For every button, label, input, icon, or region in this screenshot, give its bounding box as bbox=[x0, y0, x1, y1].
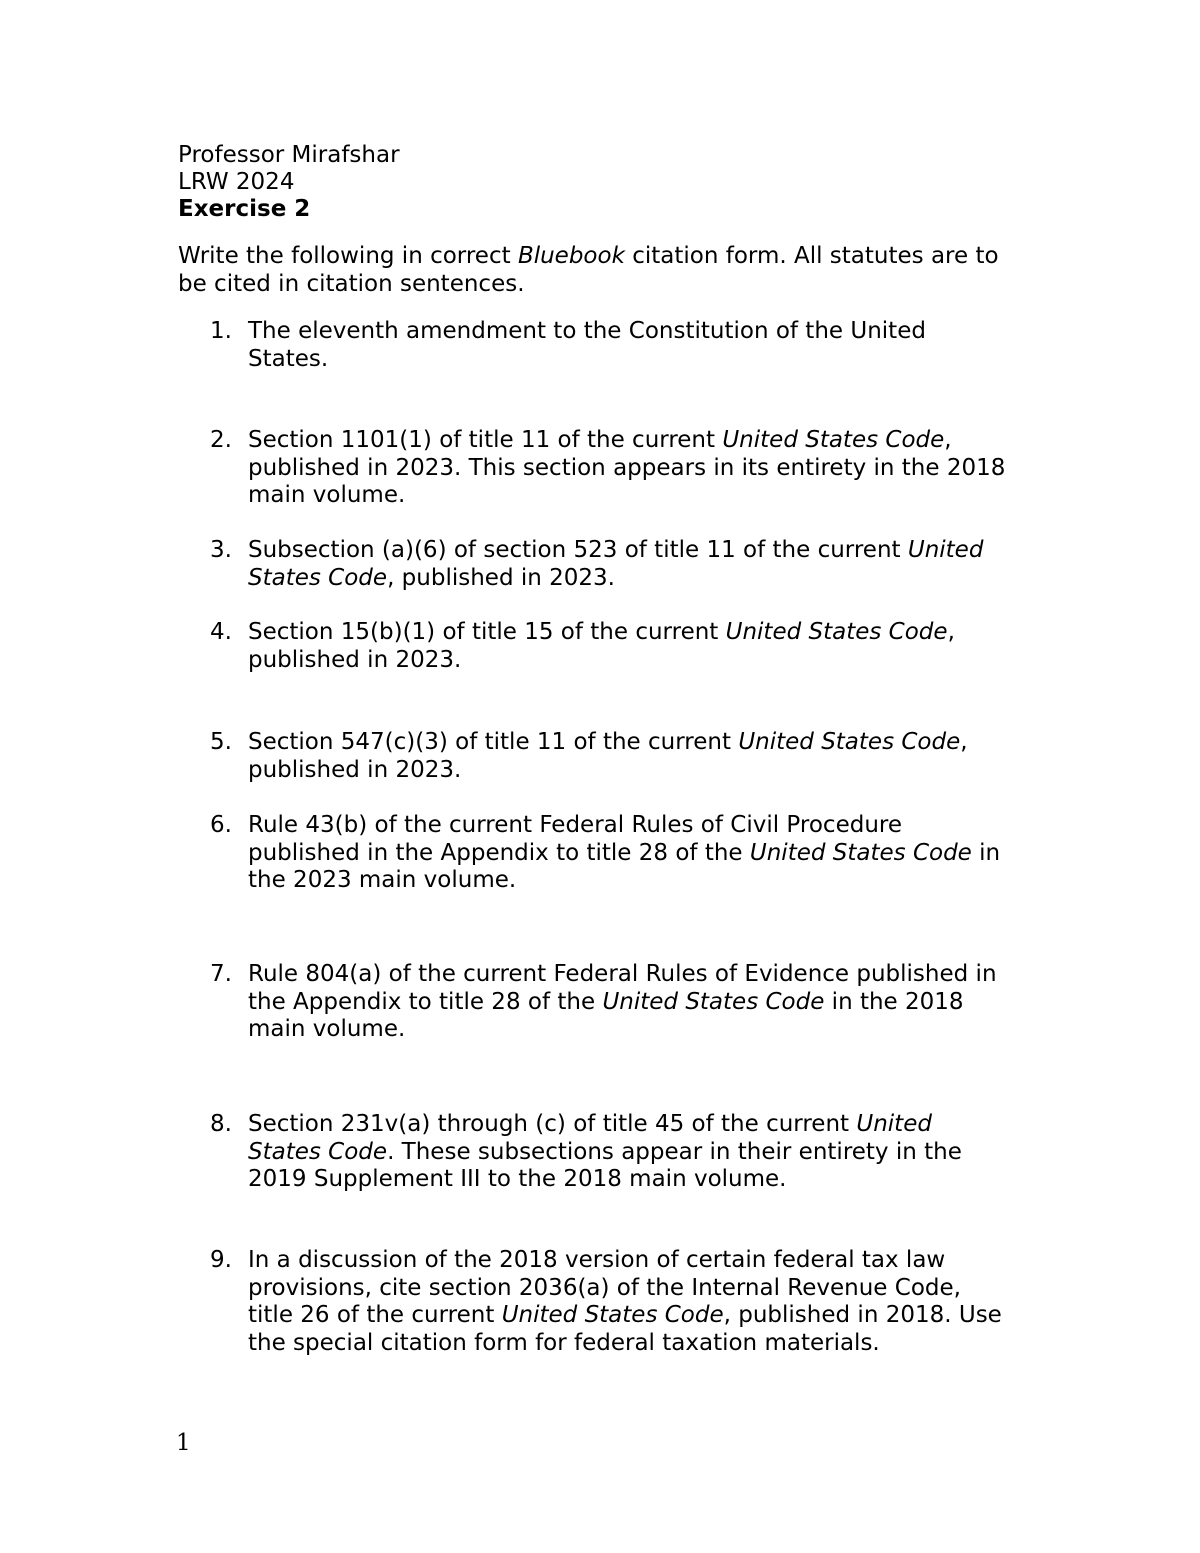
professor-name: Professor Mirafshar bbox=[178, 142, 400, 168]
item-text: Section 15(b)(1) of title 15 of the current bbox=[248, 619, 726, 645]
list-number: 3. bbox=[210, 537, 232, 563]
list-number: 9. bbox=[210, 1247, 232, 1273]
instructions-italic: Bluebook bbox=[517, 243, 625, 269]
item-text: , bbox=[944, 427, 952, 453]
list-number: 4. bbox=[210, 619, 232, 645]
instructions-text-2: citation form. All statutes are to bbox=[624, 243, 999, 269]
item-text: Subsection (a)(6) of section 523 of title 11 of the current bbox=[248, 537, 908, 563]
list-number: 2. bbox=[210, 427, 232, 453]
list-number: 6. bbox=[210, 812, 232, 838]
item-text: the Appendix to title 28 of the bbox=[248, 988, 603, 1015]
item-text: in bbox=[971, 839, 1001, 866]
list-number: 8. bbox=[210, 1111, 232, 1137]
item-text: title 26 of the current bbox=[248, 1302, 502, 1328]
item-text: , published in 2023. bbox=[387, 564, 615, 591]
list-number: 7. bbox=[210, 961, 232, 987]
item-text: In a discussion of the 2018 version of certain federal tax law bbox=[248, 1247, 946, 1273]
instructions bbox=[178, 243, 1038, 298]
item-text: published in 2023. bbox=[248, 756, 462, 783]
item-italic: United States Code bbox=[725, 619, 948, 645]
item-text: published in 2023. This section appears in its entirety in the 2018 bbox=[248, 454, 1006, 481]
item-text: published in the Appendix to title 28 of the bbox=[248, 839, 750, 866]
item-text: Rule 43(b) of the current Federal Rules of Civil Procedure bbox=[248, 812, 902, 838]
item-italic: United States Code bbox=[602, 988, 825, 1015]
item-text: main volume. bbox=[248, 1016, 406, 1042]
item-text: the 2023 main volume. bbox=[248, 867, 517, 893]
list-number: 1. bbox=[210, 318, 232, 344]
item-text: the special citation form for federal taxation materials. bbox=[248, 1329, 880, 1356]
item-italic: United bbox=[907, 537, 984, 563]
page-number: 1 bbox=[176, 1430, 191, 1456]
item-text: Section 547(c)(3) of title 11 of the current bbox=[248, 729, 739, 755]
item-text: The eleventh amendment to the Constitution of the United bbox=[248, 318, 926, 344]
item-text: 2019 Supplement III to the 2018 main volume. bbox=[248, 1166, 787, 1192]
item-text: States. bbox=[248, 345, 329, 372]
item-text: in the 2018 bbox=[824, 988, 964, 1015]
instructions-text-1: Write the following in correct bbox=[178, 243, 518, 269]
item-text: published in 2023. bbox=[248, 646, 462, 673]
list-number: 5. bbox=[210, 729, 232, 755]
item-text: . These subsections appear in their entirety in the bbox=[387, 1138, 962, 1165]
item-italic: United States Code bbox=[738, 729, 961, 755]
exercise-title: Exercise 2 bbox=[178, 196, 311, 222]
item-text: , published in 2018. Use bbox=[723, 1302, 1002, 1328]
item-italic: United bbox=[856, 1111, 932, 1137]
item-italic: United States Code bbox=[501, 1302, 724, 1328]
item-text: Rule 804(a) of the current Federal Rules of Evidence published in bbox=[248, 961, 997, 987]
document-header bbox=[178, 142, 400, 223]
item-italic: States Code bbox=[248, 564, 388, 591]
course-name: LRW 2024 bbox=[178, 169, 295, 195]
item-italic: United States Code bbox=[722, 427, 945, 453]
instructions-text-3: be cited in citation sentences. bbox=[178, 270, 525, 297]
item-italic: States Code bbox=[248, 1138, 388, 1165]
item-text: main volume. bbox=[248, 482, 406, 508]
item-text: Section 231v(a) through (c) of title 45 of the current bbox=[248, 1111, 857, 1137]
item-text: , bbox=[947, 619, 955, 645]
item-text: provisions, cite section 2036(a) of the Internal Revenue Code, bbox=[248, 1274, 961, 1301]
item-text: Section 1101(1) of title 11 of the current bbox=[248, 427, 723, 453]
item-italic: United States Code bbox=[749, 839, 972, 866]
item-text: , bbox=[960, 729, 968, 755]
